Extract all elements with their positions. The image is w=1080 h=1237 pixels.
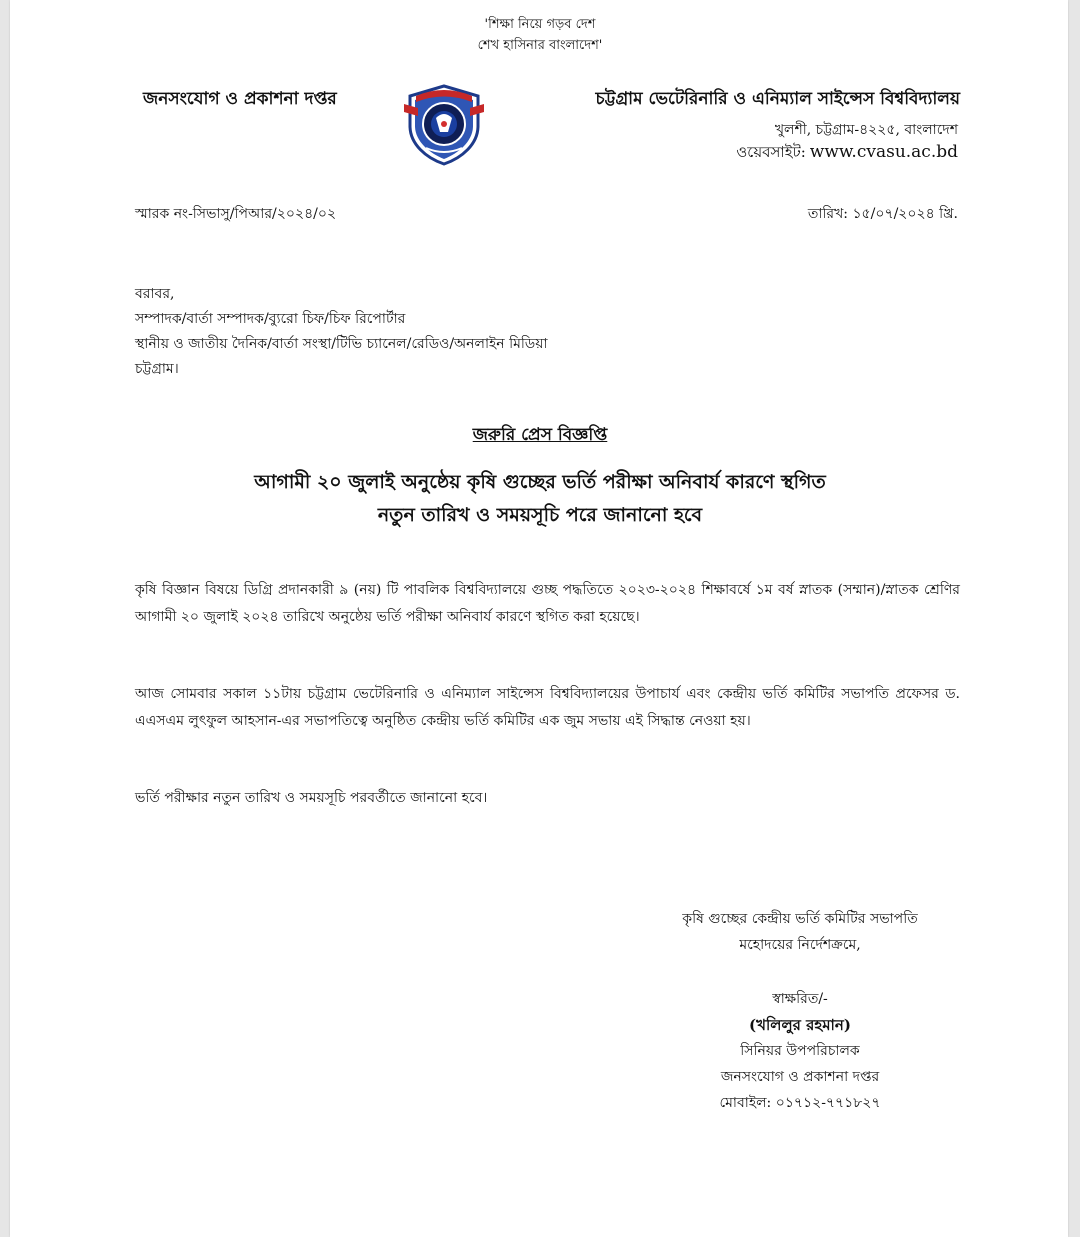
recipient-line: সম্পাদক/বার্তা সম্পাদক/ব্যুরো চিফ/চিফ রিপোর্টার (135, 311, 406, 327)
website-label: ওয়েবসাইট: (736, 143, 806, 161)
motto-line-2: শেখ হাসিনার বাংলাদেশ' (477, 38, 603, 53)
body-paragraph-2: আজ সোমবার সকাল ১১টায় চট্টগ্রাম ভেটেরিনারি ও এনিম্যাল সাইন্সেস বিশ্ববিদ্যালয়ের উপাচার্য এবং কেন্দ্রীয় ভর্তি কমিটির সভাপতি প্রফেসর ড. এএসএম লুৎফুল আহসান-এর সভাপতিত্বে অনুষ্ঠিত কেন্দ্রীয় ভর্তি কমিটির এক জুম সভায় এই সিদ্ধান্ত নেওয়া হয়। (135, 686, 960, 729)
memo-date: তারিখ: ১৫/০৭/২০২৪ খ্রি. (807, 206, 958, 222)
department-name: জনসংযোগ ও প্রকাশনা দপ্তর (143, 89, 337, 109)
recipient-line: স্থানীয় ও জাতীয় দৈনিক/বার্তা সংস্থা/টিভি চ্যানেল/রেডিও/অনলাইন মিডিয়া (135, 336, 548, 352)
authority-note (650, 906, 950, 958)
recipient-line: চট্টগ্রাম। (135, 361, 179, 377)
university-website (736, 141, 958, 166)
university-crest-icon (402, 82, 486, 166)
motto-line-1: 'শিক্ষা নিয়ে গড়ব দেশ (484, 17, 596, 32)
signatory-mobile: মোবাইল: ০১৭১২-৭৭১৮২৭ (719, 1095, 881, 1111)
signed-mark: স্বাক্ষরিত/- (772, 991, 828, 1007)
university-address: খুলশী, চট্টগ্রাম-৪২২৫, বাংলাদেশ (774, 122, 958, 138)
recipient-line: বরাবর, (135, 286, 175, 302)
authority-line-2: মহোদয়ের নির্দেশক্রমে, (739, 937, 861, 953)
signatory-office: জনসংযোগ ও প্রকাশনা দপ্তর (720, 1069, 880, 1085)
headline-line-1: আগামী ২০ জুলাই অনুষ্ঠেয় কৃষি গুচ্ছের ভর্তি পরীক্ষা অনিবার্য কারণে স্থগিত (254, 471, 826, 493)
motto (0, 14, 1080, 56)
press-headline (0, 466, 1080, 532)
memo-number: স্মারক নং-সিভাসু/পিআর/২০২৪/০২ (135, 206, 337, 222)
body-paragraph-1: কৃষি বিজ্ঞান বিষয়ে ডিগ্রি প্রদানকারী ৯ (নয়) টি পাবলিক বিশ্ববিদ্যালয়ে গুচ্ছ পদ্ধতিতে ২০২৩-২০২৪ শিক্ষাবর্ষে ১ম বর্ষ স্নাতক (সম্মান)/স্নাতক শ্রেণির আগামী ২০ জুলাই ২০২৪ তারিখে অনুষ্ঠেয় ভর্তি পরীক্ষা অনিবার্য কারণে স্থগিত করা হয়েছে। (135, 582, 960, 625)
headline-line-2: নতুন তারিখ ও সময়সূচি পরে জানানো হবে (377, 504, 703, 526)
signature-block (680, 986, 920, 1116)
signatory-designation: সিনিয়র উপপরিচালক (740, 1043, 860, 1059)
website-url[interactable]: www.cvasu.ac.bd (809, 142, 958, 162)
press-release-title: জরুরি প্রেস বিজ্ঞপ্তি (472, 425, 608, 445)
university-name: চট্টগ্রাম ভেটেরিনারি ও এনিম্যাল সাইন্সেস বিশ্ববিদ্যালয় (595, 89, 960, 109)
signatory-name: (খলিলুর রহমান) (749, 1016, 851, 1034)
recipient-address (135, 282, 548, 382)
authority-line-1: কৃষি গুচ্ছের কেন্দ্রীয় ভর্তি কমিটির সভাপতি (682, 911, 918, 927)
body-paragraph-3: ভর্তি পরীক্ষার নতুন তারিখ ও সময়সূচি পরবর্তীতে জানানো হবে। (135, 790, 488, 806)
